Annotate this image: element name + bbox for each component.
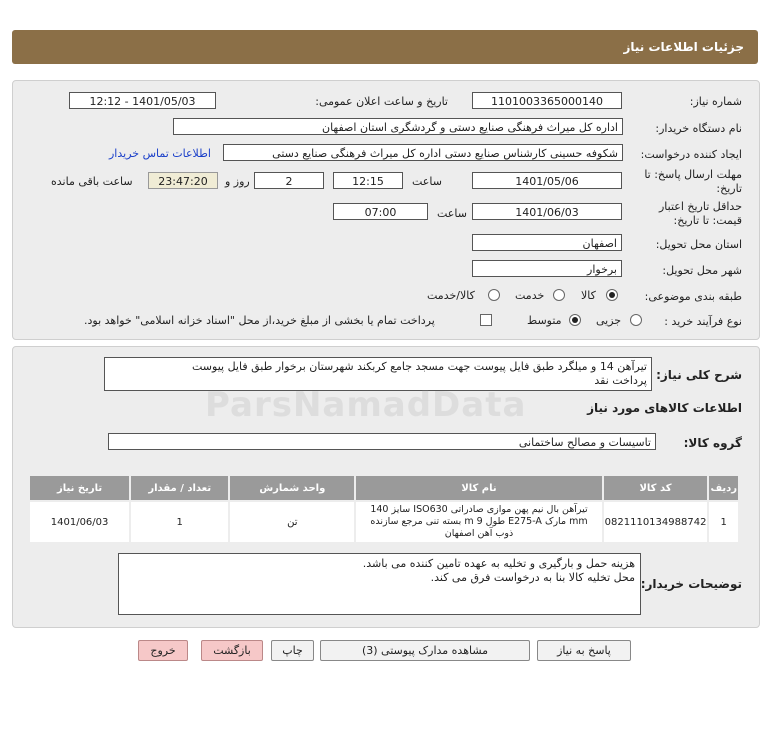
announce-label: تاریخ و ساعت اعلان عمومی:	[315, 95, 448, 108]
col-name: نام کالا	[355, 475, 602, 501]
validity-date-field[interactable]: 1401/06/03	[472, 203, 622, 220]
col-unit: واحد شمارش	[229, 475, 355, 501]
remaining-label: ساعت باقی مانده	[51, 175, 133, 188]
treasury-payment-checkbox[interactable]	[480, 314, 492, 326]
goods-section-title: اطلاعات کالاهای مورد نیاز	[587, 401, 742, 415]
description-label: شرح کلی نیاز:	[656, 368, 742, 382]
process-radio-medium[interactable]	[569, 314, 581, 326]
description-line-1: تیرآهن 14 و میلگرد طبق فایل پیوست جهت مسجد جامع کربکند شهرستان برخوار طبق فایل پیوست	[192, 360, 647, 373]
process-radio-minor[interactable]	[630, 314, 642, 326]
cell-row: 1	[708, 501, 739, 543]
validity-label: حداقل تاریخ اعتبار قیمت: تا تاریخ:	[658, 200, 742, 227]
deadline-time-label: ساعت	[412, 175, 442, 188]
reply-button[interactable]: پاسخ به نیاز	[537, 640, 631, 661]
table-row[interactable]	[29, 501, 739, 543]
category-radio-service[interactable]	[553, 289, 565, 301]
page-title: جزئیات اطلاعات نیاز	[623, 40, 744, 54]
deadline-time-field[interactable]: 12:15	[333, 172, 403, 189]
remaining-time-field: 23:47:20	[148, 172, 218, 189]
cell-name: تیرآهن بال نیم پهن موازی صادراتی ISO630 سایز 140 mm مارک E275-A طول 9 m بسته تنی مرجع سازنده ذوب آهن اصفهان	[355, 501, 602, 543]
back-button[interactable]: بازگشت	[201, 640, 263, 661]
col-qty: تعداد / مقدار	[130, 475, 229, 501]
cell-date: 1401/06/03	[29, 501, 130, 543]
announce-field[interactable]: 1401/05/03 - 12:12	[69, 92, 216, 109]
col-date: تاریخ نیاز	[29, 475, 130, 501]
goods-group-label: گروه کالا:	[683, 436, 742, 450]
goods-table	[28, 474, 740, 544]
page-header	[12, 30, 758, 64]
treasury-payment-note: پرداخت تمام یا بخشی از مبلغ خرید،از محل "اسناد خزانه اسلامی" خواهد بود.	[84, 314, 435, 327]
process-option-minor: جزیی	[596, 314, 622, 327]
exit-button[interactable]: خروج	[138, 640, 188, 661]
province-field[interactable]: اصفهان	[472, 234, 622, 251]
category-radio-goods[interactable]	[606, 289, 618, 301]
cell-code: 0821110134988742	[603, 501, 709, 543]
contact-buyer-link[interactable]: اطلاعات تماس خریدار	[109, 147, 211, 160]
cell-qty: 1	[130, 501, 229, 543]
buyer-notes-label: توضیحات خریدار:	[640, 577, 742, 591]
deadline-date-field[interactable]: 1401/05/06	[472, 172, 622, 189]
validity-time-field[interactable]: 07:00	[333, 203, 428, 220]
col-code: کد کالا	[603, 475, 709, 501]
days-field[interactable]: 2	[254, 172, 324, 189]
province-label: استان محل تحویل:	[655, 238, 742, 251]
creator-label: ایجاد کننده درخواست:	[640, 148, 742, 161]
city-field[interactable]: برخوار	[472, 260, 622, 277]
buyer-org-field[interactable]: اداره کل میراث فرهنگی صنایع دستی و گردشگری استان اصفهان	[173, 118, 623, 135]
category-radio-goods-service[interactable]	[488, 289, 500, 301]
category-option-goods-service: کالا/خدمت	[427, 289, 475, 302]
cell-unit: تن	[229, 501, 355, 543]
process-option-medium: متوسط	[527, 314, 562, 327]
view-attachments-button[interactable]: مشاهده مدارک پیوستی (3)	[320, 640, 530, 661]
days-label: روز و	[225, 175, 250, 188]
category-option-goods: کالا	[581, 289, 596, 302]
need-number-field[interactable]: 1101003365000140	[472, 92, 622, 109]
print-button[interactable]: چاپ	[271, 640, 314, 661]
goods-group-field[interactable]: تاسیسات و مصالح ساختمانی	[108, 433, 656, 450]
need-number-label: شماره نیاز:	[689, 95, 742, 108]
goods-table-wrap	[28, 474, 740, 544]
buyer-org-label: نام دستگاه خریدار:	[655, 122, 742, 135]
category-label: طبقه بندی موضوعی:	[644, 290, 742, 303]
validity-time-label: ساعت	[437, 207, 467, 220]
buyer-notes-line-2: محل تخلیه کالا بنا به درخواست فرق می کند.	[430, 571, 635, 584]
city-label: شهر محل تحویل:	[662, 264, 742, 277]
description-line-2: پرداخت نقد	[594, 374, 647, 387]
buyer-notes-line-1: هزینه حمل و بارگیری و تخلیه به عهده تامین کننده می باشد.	[362, 557, 635, 570]
col-row: ردیف	[708, 475, 739, 501]
creator-field[interactable]: شکوفه حسینی کارشناس صنایع دستی اداره کل میراث فرهنگی صنایع دستی	[223, 144, 623, 161]
process-label: نوع فرآیند خرید :	[664, 315, 742, 328]
buyer-notes-box	[118, 553, 641, 615]
description-box	[104, 357, 652, 391]
category-option-service: خدمت	[515, 289, 545, 302]
deadline-label: مهلت ارسال پاسخ: تا تاریخ:	[644, 168, 742, 195]
